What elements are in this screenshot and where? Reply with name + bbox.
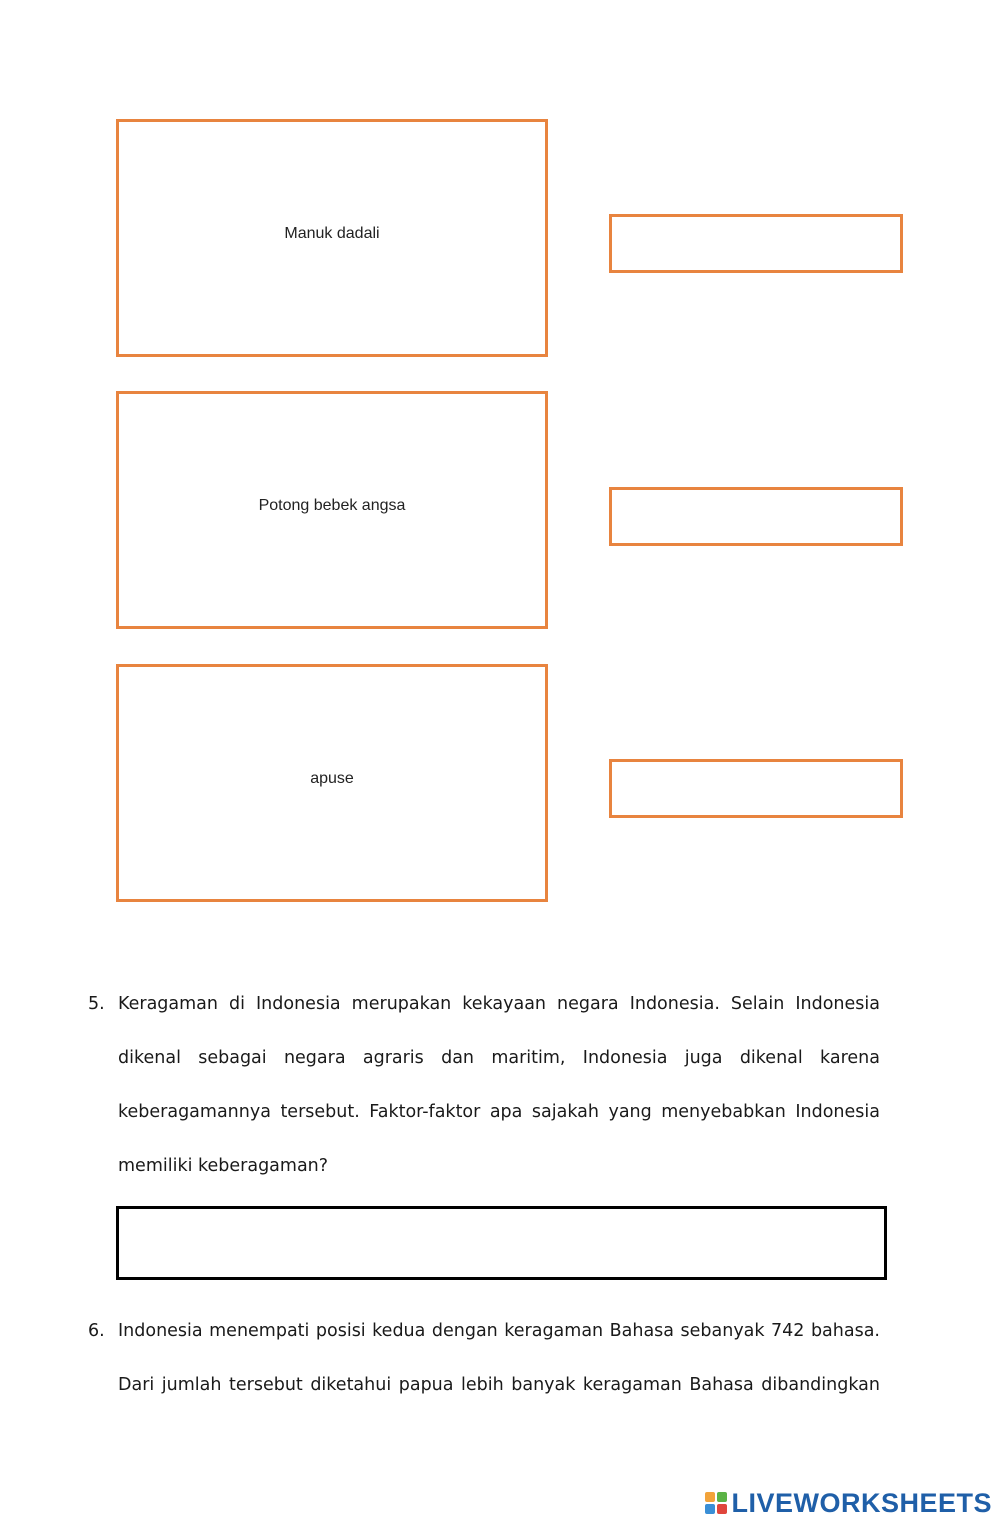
question-line: Indonesia menempati posisi kedua dengan keragaman Bahasa sebanyak 742 bahasa.	[118, 1321, 880, 1341]
brand-name: LIVEWORKSHEETS	[731, 1487, 992, 1518]
song-card-label: apuse	[310, 770, 354, 787]
question-number: 6.	[88, 1321, 105, 1341]
song-card-3	[116, 664, 548, 902]
liveworksheets-brand	[705, 1488, 992, 1518]
question-5	[88, 977, 880, 1193]
question-line: keberagamannya tersebut. Faktor-faktor apa sajakah yang menyebabkan Indonesia	[118, 1102, 880, 1122]
liveworksheets-logo-icon	[705, 1492, 727, 1514]
question-line: dikenal sebagai negara agraris dan maritim, Indonesia juga dikenal karena	[118, 1048, 880, 1068]
question-line: memiliki keberagaman?	[118, 1156, 329, 1176]
answer-box-3[interactable]	[609, 759, 903, 818]
song-card-2	[116, 391, 548, 629]
song-card-label: Potong bebek angsa	[258, 497, 406, 514]
song-card-1	[116, 119, 548, 357]
question-6	[88, 1304, 880, 1412]
answer-box-question-5[interactable]	[116, 1206, 887, 1280]
question-text	[118, 1304, 880, 1412]
song-card-label: Manuk dadali	[284, 225, 380, 242]
question-line: Dari jumlah tersebut diketahui papua lebih banyak keragaman Bahasa dibandingkan	[118, 1375, 880, 1395]
question-line: Keragaman di Indonesia merupakan kekayaan negara Indonesia. Selain Indonesia	[118, 994, 880, 1014]
question-number: 5.	[88, 994, 105, 1014]
answer-box-1[interactable]	[609, 214, 903, 273]
question-text	[118, 977, 880, 1193]
answer-box-2[interactable]	[609, 487, 903, 546]
